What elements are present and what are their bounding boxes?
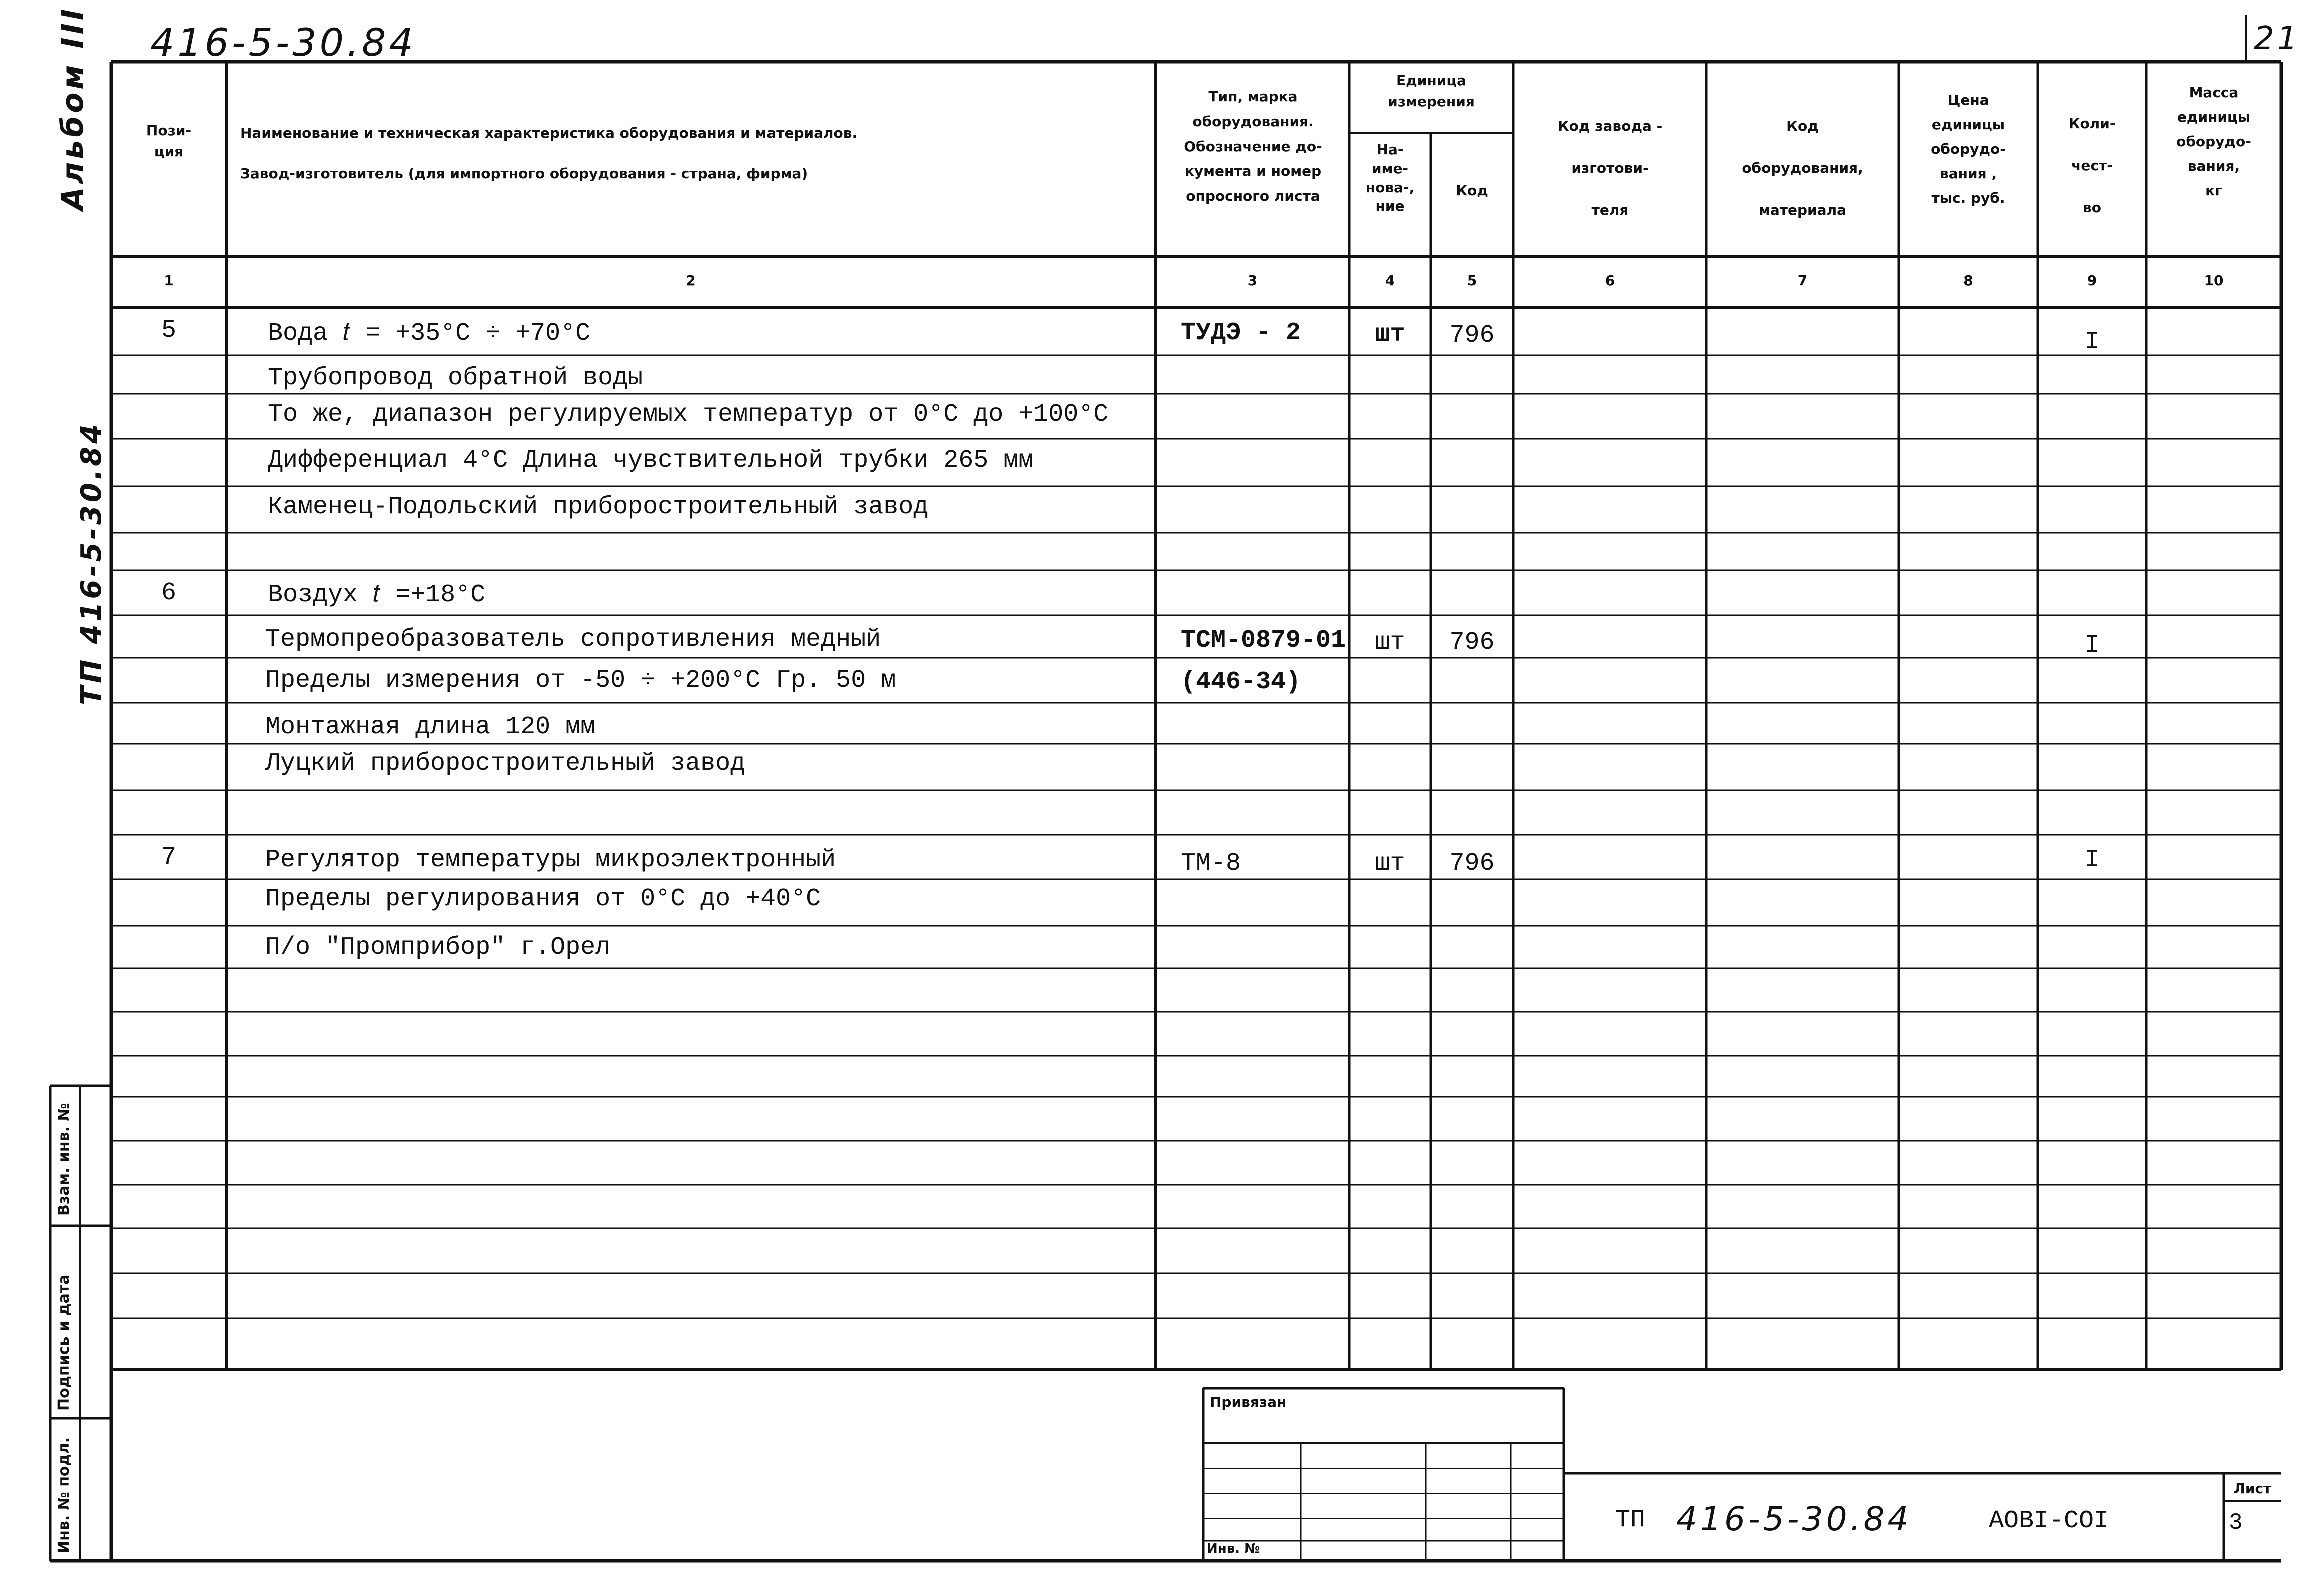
item-name: Трубопровод обратной воды xyxy=(268,364,643,392)
privyazan-label: Привязан xyxy=(1210,1394,1287,1410)
header-type: Тип, марка оборудования. Обозначение до- кумента и номер опросного листа xyxy=(1184,88,1322,205)
colnum-7: 7 xyxy=(1797,272,1808,289)
item-name: Монтажная длина 120 мм xyxy=(265,713,596,741)
item-name: Дифференциал 4°С Длина чувствительной трубки 265 мм xyxy=(268,446,1034,475)
item-type: ТСМ-0879-01 xyxy=(1181,626,1346,655)
colnum-9: 9 xyxy=(2087,272,2097,289)
item-quantity: I xyxy=(2084,328,2100,356)
side-tp-code: ТП 416-5-30.84 xyxy=(75,421,108,705)
item-name: То же, диапазон регулируемых температур от 0°С до +100°С xyxy=(268,400,1109,429)
sheet-label: Лист xyxy=(2233,1480,2272,1497)
item-unit-code: 796 xyxy=(1449,628,1495,657)
header-unit-name: На- име- нова-, ние xyxy=(1365,141,1415,215)
item-unit-code: 796 xyxy=(1449,321,1495,350)
stamp-label-sign: Подпись и дата xyxy=(55,1274,73,1411)
item-name: Каменец-Подольский приборостроительный завод xyxy=(268,493,929,521)
side-album-label: Альбом III xyxy=(55,6,90,210)
item-quantity: I xyxy=(2084,846,2100,874)
item-name: Пределы измерения от -50 ÷ +200°С Гр. 50 м xyxy=(265,666,896,695)
item-name: Вода 𝑡 = +35°С ÷ +70°С xyxy=(268,319,591,348)
item-quantity: I xyxy=(2084,631,2100,660)
inv-no-label: Инв. № xyxy=(1207,1541,1260,1556)
item-name: Воздух 𝑡 =+18°С xyxy=(268,581,486,609)
header-factory-code: Код завода - изготови- теля xyxy=(1557,118,1663,218)
item-type: (446-34) xyxy=(1181,668,1301,696)
item-unit: шт xyxy=(1375,628,1405,657)
header-mass: Масса единицы оборудо- вания, кг xyxy=(2176,84,2251,199)
colnum-5: 5 xyxy=(1467,272,1477,289)
doc-code-top: 416-5-30.84 xyxy=(150,20,416,65)
header-position: Пози- ция xyxy=(146,122,192,160)
item-unit: шт xyxy=(1375,849,1405,878)
stamp-label-inv: Инв. № подл. xyxy=(55,1437,73,1553)
item-unit-code: 796 xyxy=(1449,849,1495,878)
item-name: П/о "Промприбор" г.Орел xyxy=(265,933,611,962)
item-name: Термопреобразователь сопротивления медный xyxy=(265,625,881,654)
header-unit-code: Код xyxy=(1456,182,1488,199)
header-quantity: Коли- чест- во xyxy=(2068,115,2116,216)
colnum-8: 8 xyxy=(1963,272,1973,289)
item-position: 5 xyxy=(161,316,176,345)
doc-code-title: 416-5-30.84 xyxy=(1676,1500,1912,1538)
item-position: 6 xyxy=(161,579,176,607)
colnum-10: 10 xyxy=(2204,272,2224,289)
header-price: Цена единицы оборудо- вания , тыс. руб. xyxy=(1931,92,2006,206)
header-equipment-code: Код оборудования, материала xyxy=(1742,118,1863,218)
item-position: 7 xyxy=(161,843,176,872)
tp-prefix: ТП xyxy=(1615,1506,1646,1534)
item-name: Регулятор температуры микроэлектронный xyxy=(265,846,836,874)
stamp-label-vzam: Взам. инв. № xyxy=(55,1103,73,1216)
colnum-2: 2 xyxy=(686,272,696,289)
item-type: ТУДЭ - 2 xyxy=(1181,319,1301,347)
item-type: ТМ-8 xyxy=(1181,849,1241,878)
colnum-1: 1 xyxy=(164,272,174,289)
sheet-number: 3 xyxy=(2229,1510,2243,1536)
colnum-6: 6 xyxy=(1605,272,1615,289)
item-unit: шт xyxy=(1375,320,1405,349)
sheet-code: АОВI-СОI xyxy=(1989,1507,2109,1535)
item-name: Луцкий приборостроительный завод xyxy=(265,749,746,778)
item-name: Пределы регулирования от 0°С до +40°С xyxy=(265,885,821,913)
colnum-3: 3 xyxy=(1247,272,1258,289)
header-unit: Единица измерения xyxy=(1388,72,1475,110)
page-corner-number: 21 xyxy=(2254,20,2301,57)
colnum-4: 4 xyxy=(1385,272,1395,289)
header-name: Наименование и техническая характеристика оборудования и материалов. Завод-изготовитель (для импортного оборудования - страна, фирма) xyxy=(240,125,858,182)
